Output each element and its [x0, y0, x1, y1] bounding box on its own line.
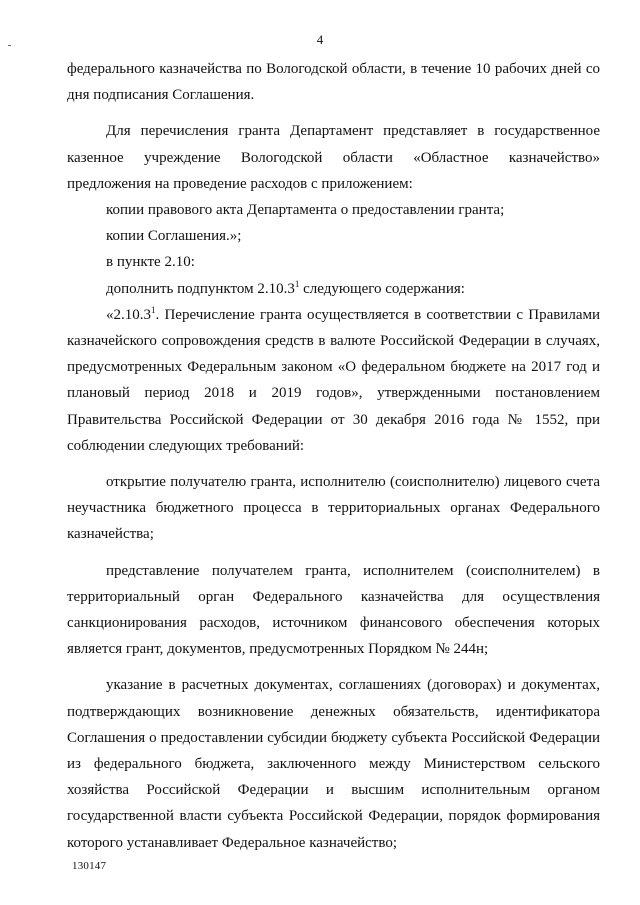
- text-fragment: следующего содержания:: [299, 280, 465, 297]
- paragraph-document-submission: представление получателем гранта, исполнителем (соисполнителем) в территориальный орган Федерального казначейства для осуществления санкционирования расходов, источником финансового обеспечения которых является грант, документов, предусмотренных Порядком № 244н;: [67, 562, 600, 658]
- text-fragment: «2.10.3: [106, 306, 151, 323]
- paragraph-continuation: федерального казначейства по Вологодской области, в течение 10 рабочих дней со дня подписания Соглашения.: [67, 61, 600, 104]
- text-fragment: дополнить подпунктом 2.10.3: [106, 280, 295, 297]
- paragraph-agreement-copy: копии Соглашения.»;: [106, 228, 242, 245]
- paragraph-identifier-requirement: указание в расчетных документах, соглашениях (договорах) и документах, подтверждающих возникновение денежных обязательств, идентификатора Соглашения о предоставлении субсидии бюджету субъекта Российской Федерации из федерального бюджета, заключенного между Министерством сельского хозяйства Российской Федерации и высшим исполнительным органом государственной власти субъекта Российской Федерации, порядок формирования которого устанавливает Федеральное казначейство;: [67, 677, 600, 851]
- document-code: 130147: [72, 860, 107, 872]
- paragraph-clause-2-10: в пункте 2.10:: [106, 254, 195, 271]
- paragraph-grant-transfer: Для перечисления гранта Департамент представляет в государственное казенное учреждение Вологодской области «Областное казначейство» предложения на проведение расходов с приложением:: [67, 123, 600, 192]
- superscript: 1: [151, 304, 156, 315]
- paragraph-add-subclause: [67, 276, 600, 302]
- page-number: 4: [316, 32, 324, 47]
- text-fragment: . Перечисление гранта осуществляется в соответствии с Правилами казначейского сопровождения средств в валюте Российской Федерации в случаях, предусмотренных Федеральным законом «О федеральном бюджете на 2017 год и плановый период 2018 и 2019 годов», утвержденными постановлением Правительства Российской Федерации от 30 декабря 2016 года № 1552, при соблюдении следующих требований:: [67, 306, 600, 454]
- paragraph-legal-act-copy: копии правового акта Департамента о предоставлении гранта;: [106, 202, 505, 219]
- superscript: 1: [294, 278, 300, 289]
- paragraph-account-opening: открытие получателю гранта, исполнителю (соисполнителю) лицевого счета неучастника бюджетного процесса в территориальных органах Федерального казначейства;: [67, 474, 600, 543]
- document-body: [67, 56, 600, 856]
- paragraph-subclause-text: [67, 302, 600, 459]
